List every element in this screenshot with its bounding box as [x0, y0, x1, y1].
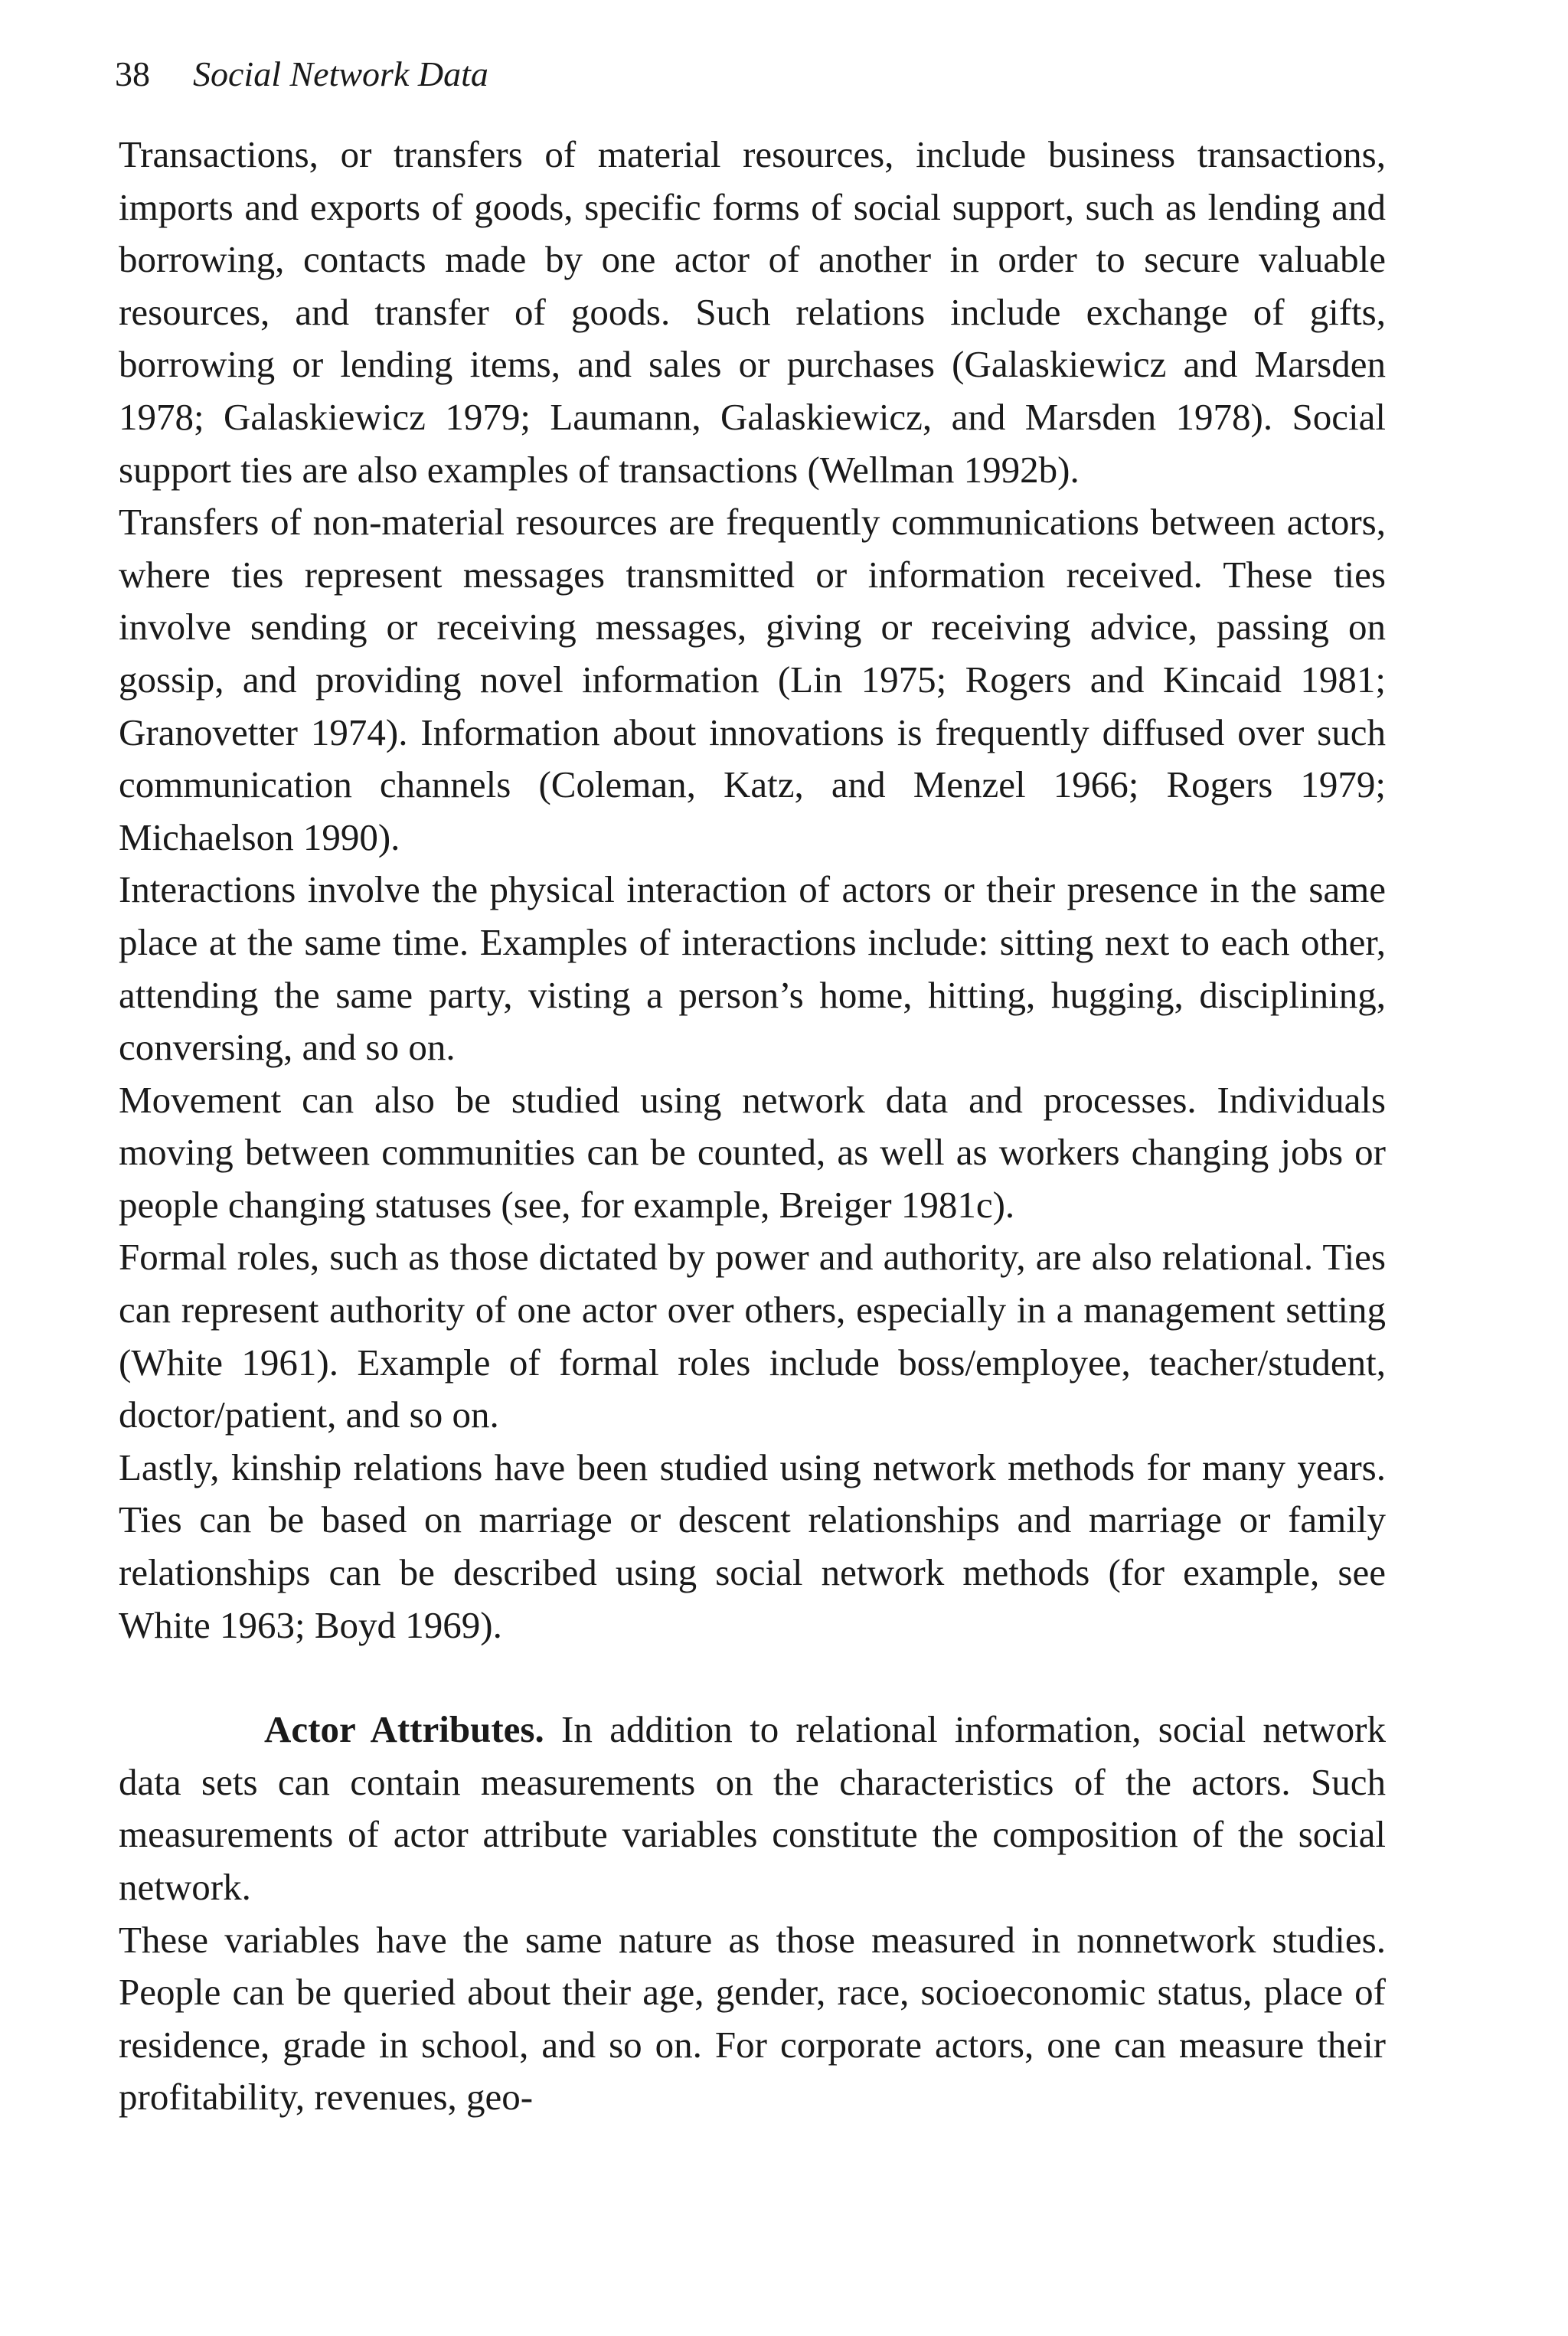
running-title: Social Network Data: [193, 54, 488, 93]
paragraph-attribute-variables: These variables have the same nature as those measured in nonnetwork studies. People can be queried about their age, gender, race, socioeconomic status, place of residence, grade in school, and so on. For corporate actors, one can measure their profitability, revenues, geo-: [119, 1918, 1386, 2119]
section-gap: [119, 1652, 1386, 1704]
paragraph-actor-attributes-text: In addition to relational information, social network data sets can contain measurements on the characteristics of the actors. Such measurements of actor attribute variables constitute the composition of the social network.: [119, 1708, 1386, 1908]
paragraph-actor-attributes: [119, 1704, 1386, 1913]
paragraph-interactions: Interactions involve the physical interaction of actors or their presence in the same place at the same time. Examples of interactions include: sitting next to each other, attending the same party, visting a person’s home, hitting, hugging, disciplining, conversing, and so on.: [119, 868, 1386, 1069]
body-text: [119, 129, 1386, 2124]
paragraph-formal-roles: Formal roles, such as those dictated by power and authority, are also relational. Ties can represent authority of one actor over others, especially in a management setting (White 1961). Example of formal roles include boss/employee, teacher/student, doctor/patient, and so on.: [119, 1236, 1386, 1436]
running-head: [115, 47, 1416, 101]
paragraph-movement: Movement can also be studied using network data and processes. Individuals moving between communities can be counted, as well as workers changing jobs or people changing statuses (see, for example, Breiger 1981c).: [119, 1078, 1386, 1226]
section-heading-actor-attributes: Actor Attributes.: [264, 1708, 544, 1751]
paragraph-kinship: Lastly, kinship relations have been studied using network methods for many years. Ties can be based on marriage or descent relationships and marriage or family relationships can be described using social network methods (for example, see White 1963; Boyd 1969).: [119, 1446, 1386, 1646]
page-number: 38: [115, 54, 150, 93]
paragraph-communications: Transfers of non-material resources are frequently communications between actors, where ties represent messages transmitted or information received. These ties involve sending or receiving messages, giving or receiving advice, passing on gossip, and providing novel information (Lin 1975; Rogers and Kincaid 1981; Granovetter 1974). Information about innovations is frequently diffused over such communication channels (Coleman, Katz, and Menzel 1966; Rogers 1979; Michaelson 1990).: [119, 501, 1386, 858]
paragraph-transactions: Transactions, or transfers of material resources, include business transactions, imports and exports of goods, specific forms of social support, such as lending and borrowing, contacts made by one actor of another in order to secure valuable resources, and transfer of goods. Such relations include exchange of gifts, borrowing or lending items, and sales or purchases (Galaskiewicz and Marsden 1978; Galaskiewicz 1979; Laumann, Galaskiewicz, and Marsden 1978). Social support ties are also examples of transactions (Wellman 1992b).: [119, 133, 1386, 491]
